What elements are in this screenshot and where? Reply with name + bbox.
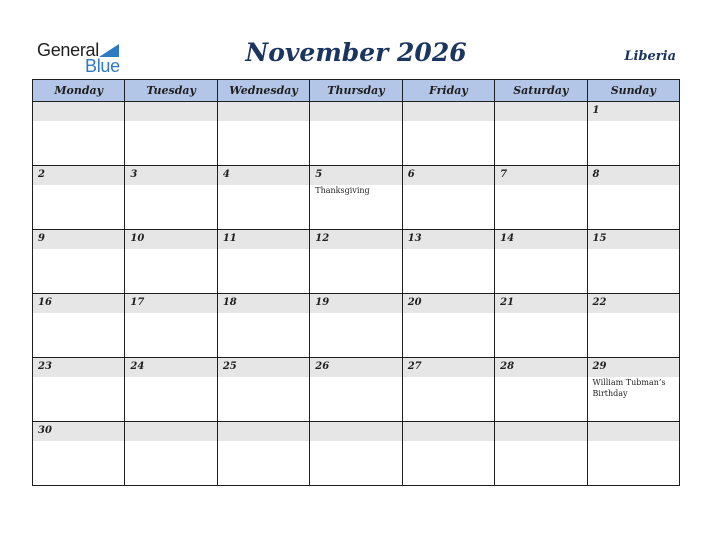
week-row [33,358,680,422]
day-header-band [310,166,401,185]
day-cell [33,166,125,230]
logo-word-general: General [37,40,99,60]
day-number: 2 [38,169,45,180]
day-number: 18 [222,297,237,308]
day-cell [217,102,309,166]
day-number: 1 [592,105,600,116]
week-row [33,294,680,358]
day-cell [217,166,309,230]
day-number: 22 [592,297,607,308]
day-cell [587,230,679,294]
week-row [33,166,680,230]
day-cell [33,358,125,422]
holiday-label: William Tubman’s Birthday [592,378,666,398]
day-number: 19 [315,297,330,308]
day-cell [310,422,402,486]
day-cell [33,230,125,294]
day-number: 6 [407,169,415,180]
day-header-band [33,102,124,121]
day-number: 7 [500,169,508,180]
day-cell [587,102,679,166]
weekday-header: Sunday [587,80,679,102]
logo-word-blue: Blue [85,56,120,76]
day-number: 30 [38,425,52,436]
day-number: 9 [38,233,45,244]
weekday-header: Friday [402,80,494,102]
day-header-band [33,166,124,185]
day-cell [495,102,587,166]
day-cell [33,422,125,486]
day-cell [495,230,587,294]
day-cell [402,166,494,230]
day-header-band [588,422,679,441]
week-row [33,422,680,486]
day-header-band [588,166,679,185]
weekday-header: Thursday [310,80,402,102]
day-cell [217,294,309,358]
day-cell [495,422,587,486]
day-number: 29 [592,361,607,372]
day-cell [310,102,402,166]
day-number: 12 [315,233,330,244]
day-cell [310,358,402,422]
day-cell [217,358,309,422]
holiday-label: Thanksgiving [315,186,370,195]
day-header-band [495,166,586,185]
day-header-band [125,422,216,441]
day-header-band [588,102,679,121]
day-header-band [125,102,216,121]
day-cell [33,102,125,166]
day-number: 23 [38,361,52,372]
day-header-band [310,422,401,441]
day-header-band [403,166,494,185]
day-cell [310,166,402,230]
country-label: Liberia [624,49,676,64]
day-cell [310,230,402,294]
day-number: 28 [500,361,515,372]
weekday-header-row [33,80,680,102]
day-cell [125,166,217,230]
day-number: 17 [130,297,145,308]
calendar-grid [32,79,680,486]
day-cell [125,358,217,422]
day-cell [402,230,494,294]
weekday-header: Monday [33,80,125,102]
day-number: 25 [222,361,237,372]
day-header-band [33,230,124,249]
day-number: 20 [407,297,422,308]
day-number: 8 [592,169,600,180]
day-cell [402,294,494,358]
day-header-band [495,422,586,441]
weekday-header: Saturday [495,80,587,102]
day-cell [33,294,125,358]
day-cell [495,166,587,230]
day-cell [402,422,494,486]
day-number: 16 [38,297,52,308]
day-number: 11 [222,233,237,244]
day-cell [217,230,309,294]
day-cell [495,294,587,358]
day-header-band [310,102,401,121]
day-cell [402,358,494,422]
day-cell [125,230,217,294]
day-number: 26 [315,361,330,372]
day-number: 4 [222,169,230,180]
day-number: 3 [130,169,138,180]
day-header-band [218,422,309,441]
day-number: 14 [500,233,515,244]
day-number: 13 [407,233,422,244]
weekday-header: Wednesday [217,80,309,102]
day-number: 24 [130,361,145,372]
day-cell [125,102,217,166]
calendar-title: November 2026 [245,38,467,67]
day-number: 21 [500,297,515,308]
day-header-band [218,102,309,121]
day-cell [402,102,494,166]
day-number: 10 [130,233,145,244]
day-cell [587,166,679,230]
day-number: 15 [592,233,607,244]
day-cell [495,358,587,422]
day-cell [587,294,679,358]
day-cell [310,294,402,358]
day-header-band [495,102,586,121]
day-cell [587,358,679,422]
day-number: 5 [315,169,323,180]
week-row [33,102,680,166]
day-cell [125,422,217,486]
day-header-band [403,102,494,121]
day-header-band [125,166,216,185]
day-cell [587,422,679,486]
week-row [33,230,680,294]
day-cell [217,422,309,486]
day-header-band [403,422,494,441]
day-cell [125,294,217,358]
weekday-header: Tuesday [125,80,217,102]
day-number: 27 [407,361,422,372]
day-header-band [218,166,309,185]
